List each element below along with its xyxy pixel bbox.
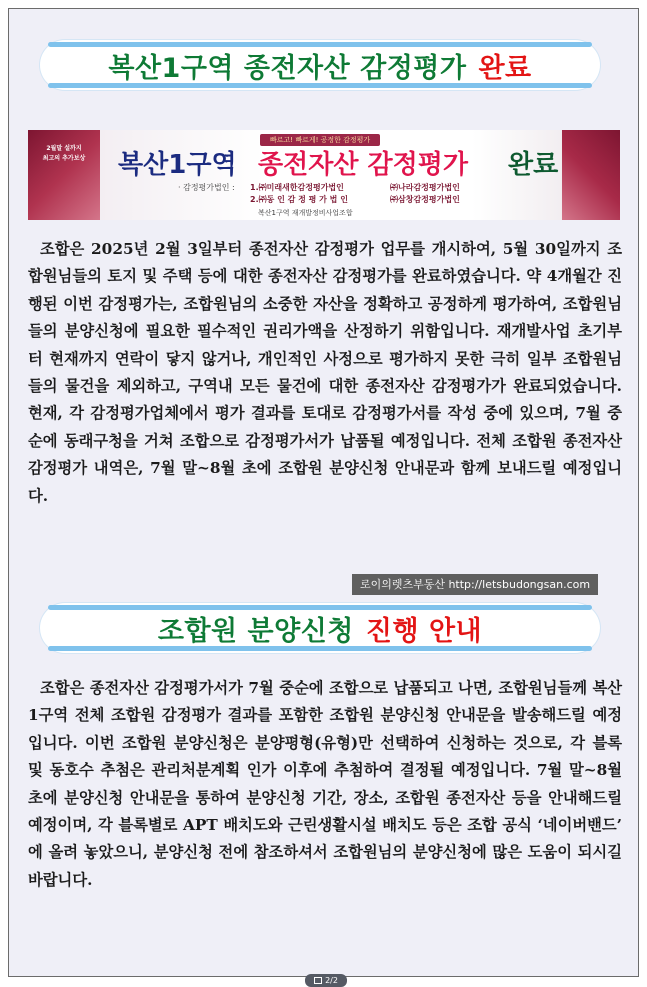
banner-title-part3: 완료 bbox=[508, 150, 559, 180]
section2-heading-box bbox=[40, 603, 600, 653]
paragraph-appraisal-complete: 조합은 2025년 2월 3일부터 종전자산 감정평가 업무를 개시하여, 5월 30일까지 조합원님들의 토지 및 주택 등에 대한 종전자산 감정평가를 완료하였습니다. 약 4개월간 진행된 이번 감정평가는, 조합원님의 소중한 자산을 정확하고 공정하게 평가하여, 조합원님들의 분양신청에 필요한 필수적인 권리가액을 산정하기 위함입니다. 재개발사업 초기부터 현재까지 연락이 닿지 않거나, 개인적인 사정으로 평가하지 못한 극히 일부 조합원님들의 물건을 제외하고, 구역내 모든 물건에 대한 종전자산 감정평가가 완료되었습니다. 현재, 각 감정평가업체에서 평가 결과를 토대로 감정평가서를 작성 중에 있으며, 7월 중순에 동래구청을 거쳐 조합으로 감정평가서가 납품될 예정입니다. 전체 조합원 종전자산 감정평가 내역은, 7월 말~8월 초에 조합원 분양신청 안내문과 함께 보내드릴 예정입니다. bbox=[28, 240, 622, 505]
page-indicator-label: 2/2 bbox=[325, 976, 338, 985]
banner-image bbox=[28, 130, 620, 220]
section2-heading-accent: 진행 안내 bbox=[365, 615, 483, 647]
section1-heading bbox=[40, 40, 600, 90]
paragraph-sale-application: 조합은 종전자산 감정평가서가 7월 중순에 조합으로 납품되고 나면, 조합원님들께 복산1구역 전체 조합원 감정평가 결과를 포함한 조합원 분양신청 안내문을 발송해드릴 예정입니다. 이번 조합원 분양신청은 분양평형(유형)만 선택하여 신청하는 것으로, 각 블록 및 동호수 추첨은 관리처분계획 인가 이후에 추첨하여 결정될 예정입니다. 7월 말~8월 초에 분양신청 안내문을 통하여 분양신청 기간, 장소, 조합원 종전자산 등을 안내해드릴 예정이며, 각 블록별로 APT 배치도와 근린생활시설 배치도 등은 조합 공식 ‘네이버밴드’ 에 올려 놓았으니, 분양신청 전에 참조하셔서 조합원님의 분양신청에 많은 도움이 되시길 바랍니다. bbox=[28, 679, 622, 889]
section1-heading-accent: 완료 bbox=[478, 52, 532, 84]
banner-firm-4: ㈜삼창감정평가법인 bbox=[390, 195, 460, 204]
section2-heading-main: 조합원 분양신청 bbox=[157, 615, 354, 647]
banner-organization: 복산1구역 재개발정비사업조합 bbox=[258, 209, 353, 217]
banner-firm-1: 1.㈜미래새한감정평가법인 bbox=[250, 183, 344, 192]
banner-title-part1: 복산1구역 bbox=[118, 150, 237, 180]
banner-title-part2: 종전자산 감정평가 bbox=[258, 150, 468, 180]
section1-heading-main: 복산1구역 종전자산 감정평가 bbox=[108, 52, 467, 84]
banner-badge-line1: 2월말 설까지 bbox=[46, 145, 82, 152]
page-indicator[interactable] bbox=[305, 974, 347, 987]
banner-badge-line2: 최고의 추가보상 bbox=[42, 155, 86, 162]
section1-heading-box bbox=[40, 40, 600, 90]
banner-firms-label: · 감정평가법인 : bbox=[178, 183, 235, 192]
section2-heading bbox=[40, 603, 600, 653]
banner-right-decoration bbox=[562, 130, 620, 220]
banner-firm-2: ㈜나라감정평가법인 bbox=[390, 183, 460, 192]
banner-slogan: 빠르고! 빠르게! 공정한 감정평가 bbox=[260, 134, 380, 146]
watermark: 로이의렛츠부동산 http://letsbudongsan.com bbox=[352, 574, 598, 595]
banner-badge bbox=[34, 144, 94, 164]
image-icon bbox=[314, 977, 322, 984]
banner-firm-3: 2.㈜동 인 감 정 평 가 법 인 bbox=[250, 195, 348, 204]
